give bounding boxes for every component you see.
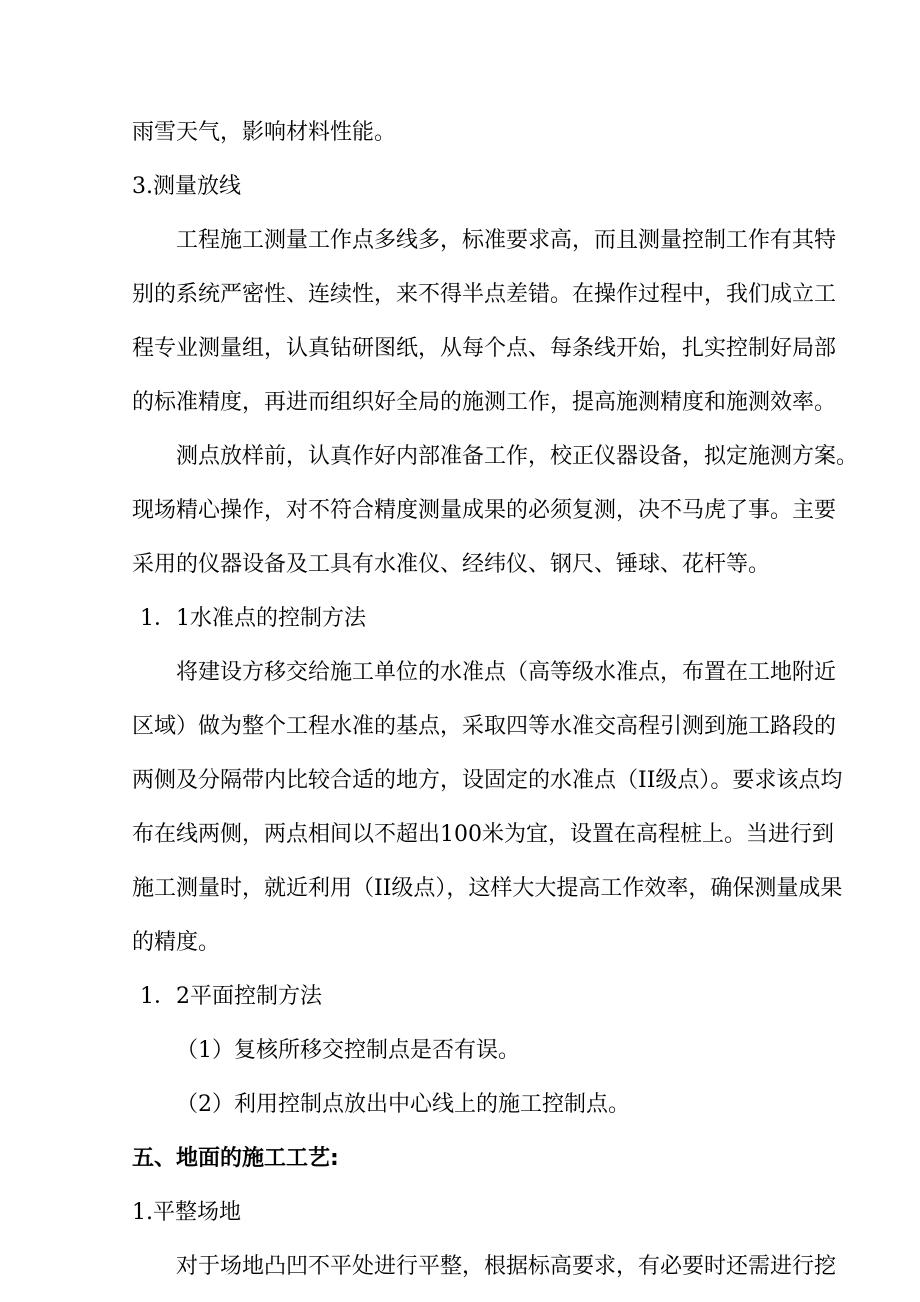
subsection-heading: 1．2平面控制方法 (140, 984, 322, 1009)
text-line: 别的系统严密性、连续性，来不得半点差错。在操作过程中，我们成立工 (132, 282, 837, 307)
text-line: 采用的仪器设备及工具有水准仪、经纬仪、钢尺、锤球、花杆等。 (132, 552, 771, 577)
text-line: 施工测量时，就近利用（II级点），这样大大提高工作效率，确保测量成果 (132, 876, 843, 901)
text-line: 将建设方移交给施工单位的水准点（高等级水准点，布置在工地附近 (176, 660, 837, 685)
text-line: 工程施工测量工作点多线多，标准要求高，而且测量控制工作有其特 (176, 228, 837, 253)
subsection-heading: 1．1水准点的控制方法 (140, 606, 366, 631)
text-line: 现场精心操作，对不符合精度测量成果的必须复测，决不马虎了事。主要 (132, 498, 837, 523)
text-line: 布在线两侧，两点相间以不超出100米为宜，设置在高程桩上。当进行到 (132, 822, 834, 847)
text-line: 的精度。 (132, 930, 221, 955)
text-line: 对于场地凸凹不平处进行平整，根据标高要求，有必要时还需进行挖 (176, 1254, 837, 1279)
text-line: 两侧及分隔带内比较合适的地方，设固定的水准点（II级点）。要求该点均 (132, 768, 843, 793)
list-item: （2）利用控制点放出中心线上的施工控制点。 (176, 1092, 630, 1117)
text-line: 区域）做为整个工程水准的基点，采取四等水准交高程引测到施工路段的 (132, 714, 837, 739)
text-line: 的标准精度，再进而组织好全局的施测工作，提高施测精度和施测效率。 (132, 390, 837, 415)
section-heading: 1.平整场地 (132, 1200, 241, 1225)
text-line: 雨雪天气，影响材料性能。 (132, 120, 397, 145)
list-item: （1）复核所移交控制点是否有误。 (176, 1038, 520, 1063)
section-heading: 3.测量放线 (132, 174, 241, 199)
chapter-heading: 五、地面的施工工艺: (132, 1146, 339, 1171)
text-line: 测点放样前，认真作好内部准备工作，校正仪器设备，拟定施测方案。 (176, 444, 859, 469)
text-line: 程专业测量组，认真钻研图纸，从每个点、每条线开始，扎实控制好局部 (132, 336, 837, 361)
